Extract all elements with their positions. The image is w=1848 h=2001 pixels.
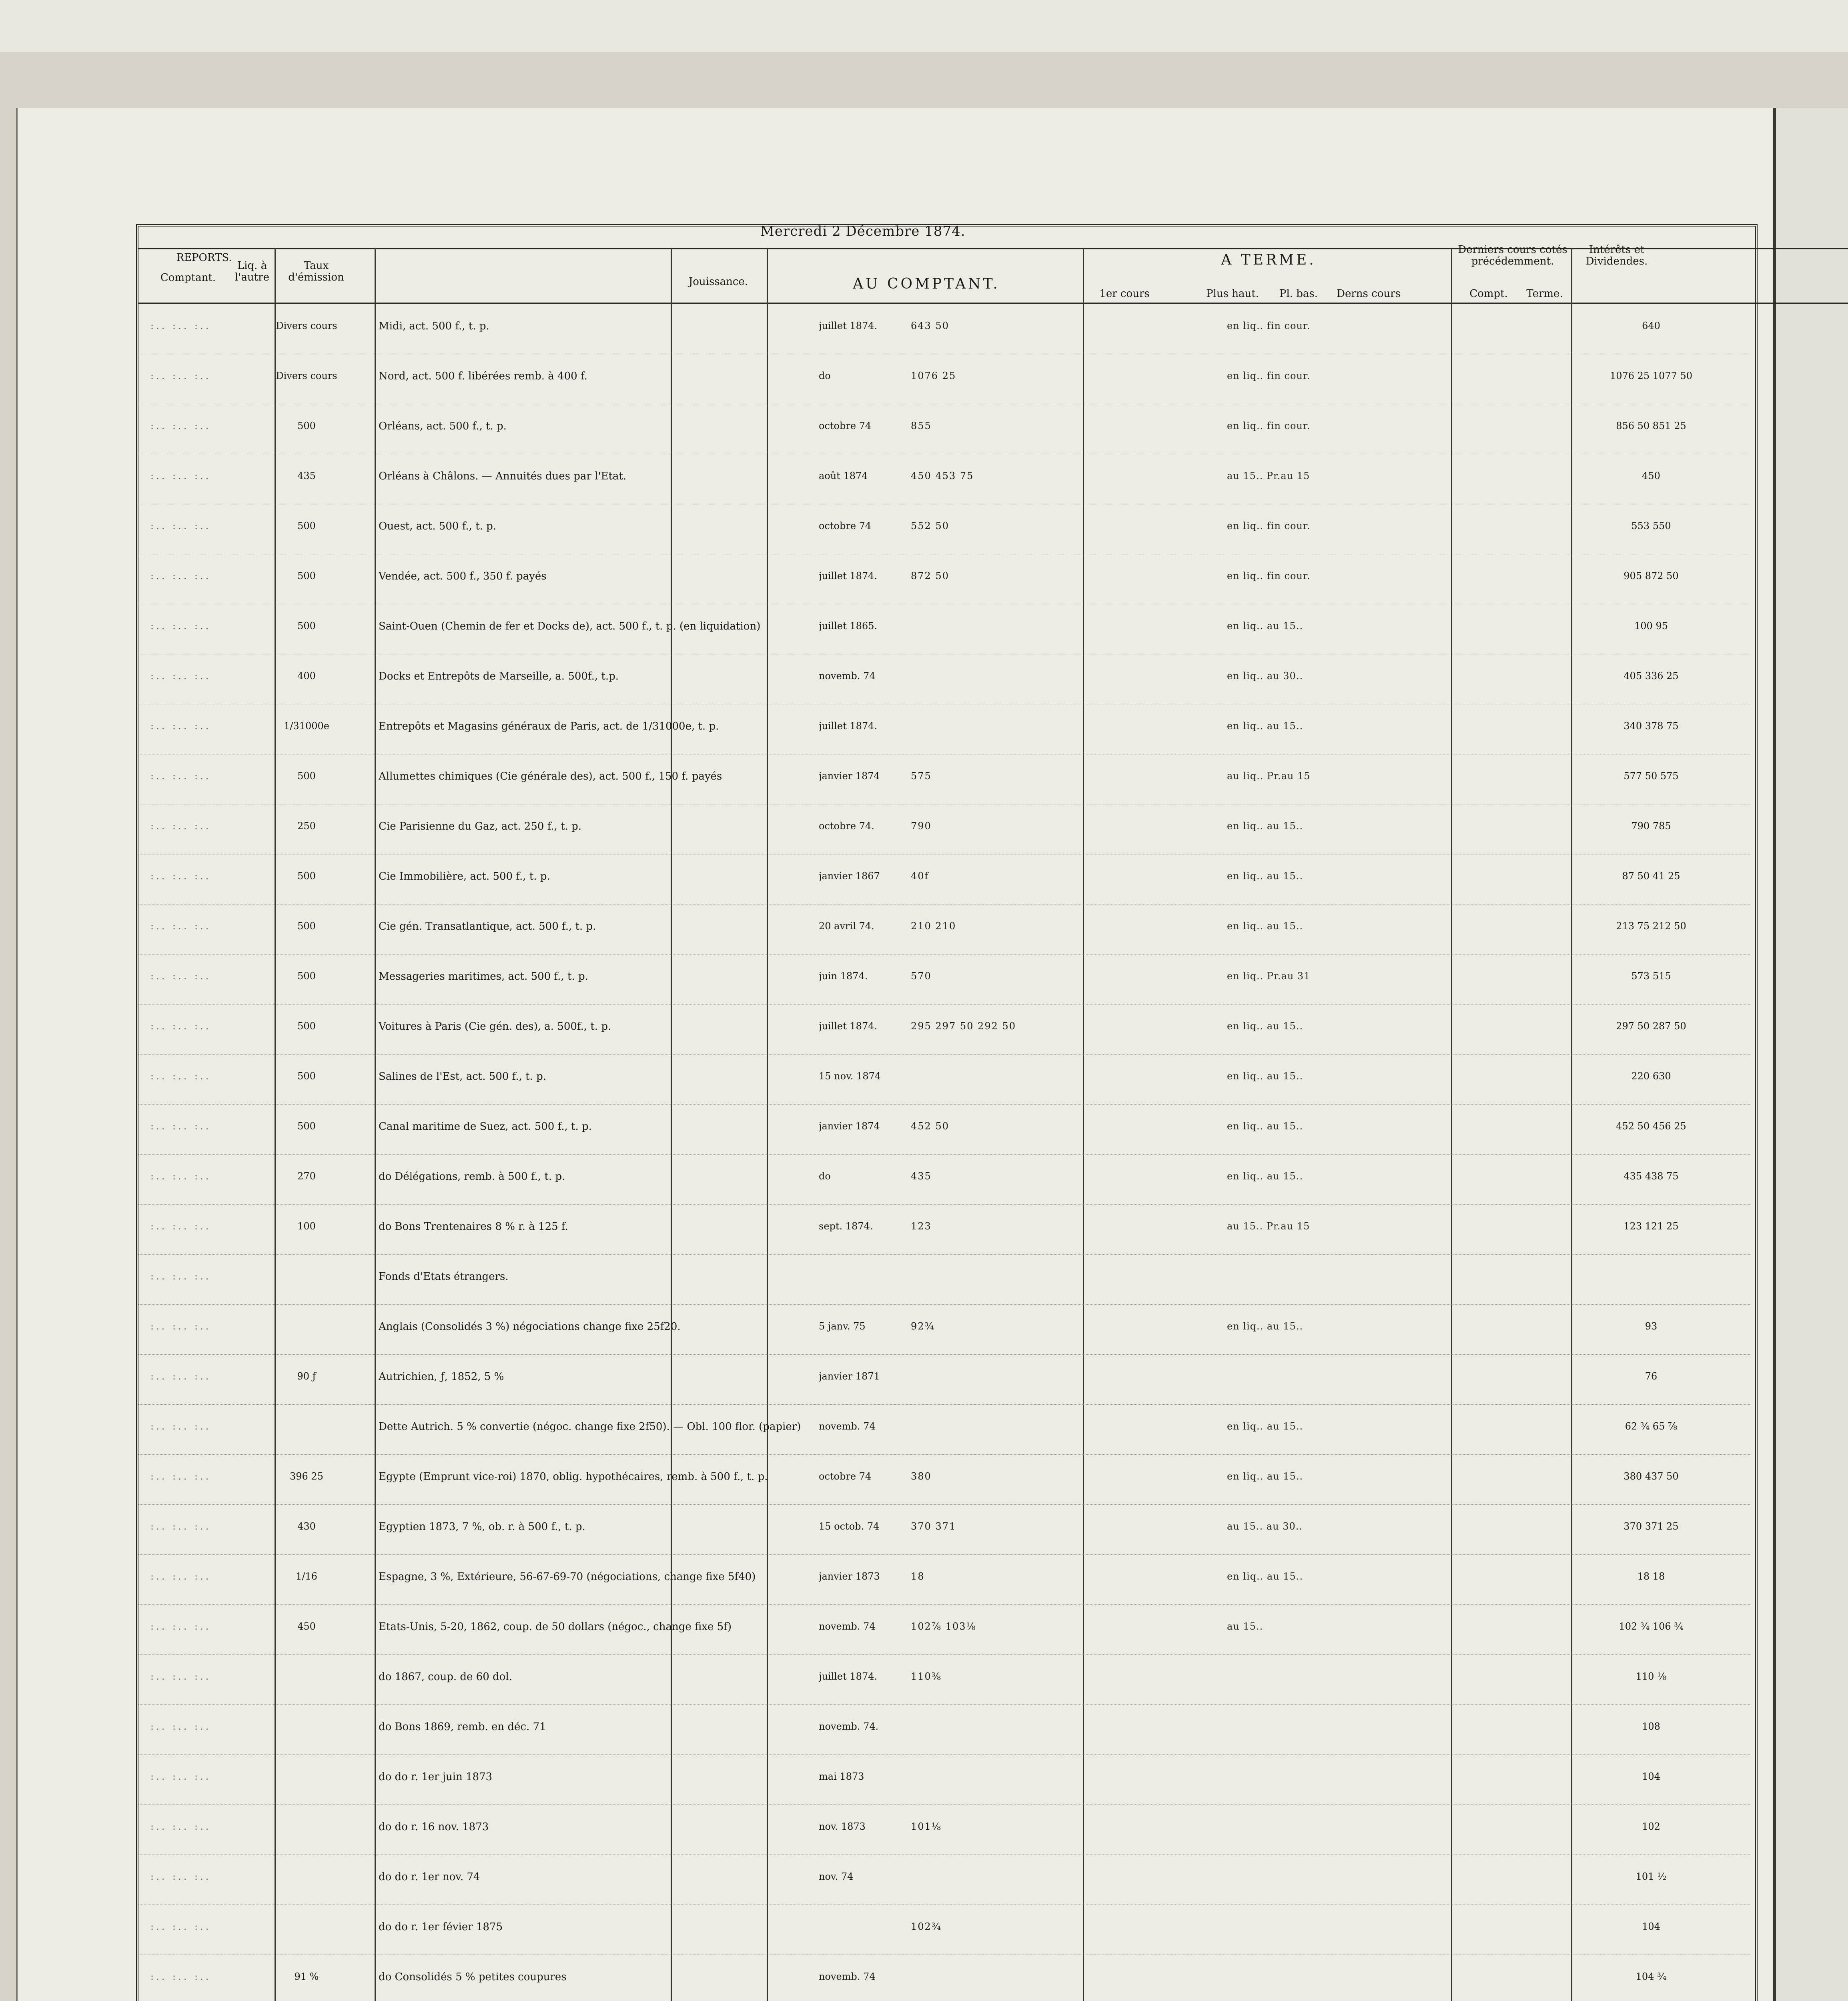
forward-settlement: en liq.. au 15.. xyxy=(1227,820,1303,832)
col-head-plus-bas: Pl. bas. xyxy=(1279,288,1318,300)
previous-prices: 87 50 41 25 xyxy=(1622,870,1680,882)
cash-prices: 40f xyxy=(911,870,929,882)
jouissance-date: novemb. 74 xyxy=(819,1971,876,1982)
issue-rate: 430 xyxy=(297,1521,316,1532)
quotation-row xyxy=(138,1005,1751,1055)
quotation-row xyxy=(138,304,1751,354)
security-name: Midi, act. 500 f., t. p. xyxy=(379,320,489,332)
forward-settlement: en liq.. au 15.. xyxy=(1227,1171,1303,1182)
quotation-row xyxy=(138,654,1751,704)
forward-settlement: en liq.. au 15.. xyxy=(1227,620,1303,632)
quotation-row xyxy=(138,954,1751,1005)
security-name: Messageries maritimes, act. 500 f., t. p. xyxy=(379,970,588,982)
issue-rate: 1/31000e xyxy=(284,720,329,732)
cash-prices: 452 50 xyxy=(911,1121,949,1132)
cash-prices: 575 xyxy=(911,770,932,782)
jouissance-date: juillet 1874. xyxy=(819,720,878,732)
jouissance-date: octobre 74 xyxy=(819,520,872,531)
quotation-rows xyxy=(138,304,1751,2001)
forward-settlement: en liq.. au 15.. xyxy=(1227,1571,1303,1582)
forward-settlement: en liq.. au 15.. xyxy=(1227,1321,1303,1332)
issue-rate: 270 xyxy=(297,1171,316,1182)
quotation-row xyxy=(138,1655,1751,1705)
jouissance-date: mai 1873 xyxy=(819,1771,864,1782)
security-name: Cie Parisienne du Gaz, act. 250 f., t. p. xyxy=(379,820,582,832)
previous-prices: 104 ¾ xyxy=(1636,1971,1667,1982)
facing-page-edge xyxy=(1773,108,1848,2001)
cash-prices: 101⅛ xyxy=(911,1821,942,1832)
col-head-interets: Intérêts et Dividendes. xyxy=(1585,244,1648,267)
security-name: Cie Immobilière, act. 500 f., t. p. xyxy=(379,870,550,882)
leader-dots: :.. :.. :.. xyxy=(150,1671,211,1682)
forward-settlement: en liq.. fin cour. xyxy=(1227,420,1311,431)
forward-settlement: au 15.. au 30.. xyxy=(1227,1521,1303,1532)
previous-prices: 577 50 575 xyxy=(1624,770,1679,782)
previous-prices: 856 50 851 25 xyxy=(1616,420,1686,431)
previous-prices: 1076 25 1077 50 xyxy=(1609,370,1693,381)
quotation-row xyxy=(138,1205,1751,1255)
leader-dots: :.. :.. :.. xyxy=(150,420,211,431)
security-name: Allumettes chimiques (Cie générale des), act. 500 f., 150 f. payés xyxy=(379,770,722,782)
leader-dots: :.. :.. :.. xyxy=(150,1871,211,1882)
security-name: Orléans, act. 500 f., t. p. xyxy=(379,420,507,432)
jouissance-date: do xyxy=(819,1171,831,1182)
leader-dots: :.. :.. :.. xyxy=(150,670,211,682)
security-name: Autrichien, ƒ, 1852, 5 % xyxy=(379,1371,504,1383)
cash-prices: 110⅜ xyxy=(911,1671,942,1682)
leader-dots: :.. :.. :.. xyxy=(150,1221,211,1232)
previous-prices: 790 785 xyxy=(1631,820,1671,832)
forward-settlement: au 15.. xyxy=(1227,1621,1263,1632)
jouissance-date: octobre 74 xyxy=(819,1471,872,1482)
previous-prices: 452 50 456 25 xyxy=(1616,1121,1686,1132)
issue-rate: Divers cours xyxy=(276,370,337,381)
quotation-row xyxy=(138,854,1751,904)
col-head-compt: Compt. xyxy=(1469,288,1508,300)
quotation-row xyxy=(138,1855,1751,1905)
issue-rate: 250 xyxy=(297,820,316,832)
leader-dots: :.. :.. :.. xyxy=(150,1071,211,1082)
quotation-row xyxy=(138,404,1751,454)
jouissance-date: sept. 1874. xyxy=(819,1221,873,1232)
leader-dots: :.. :.. :.. xyxy=(150,970,211,982)
previous-prices: 435 438 75 xyxy=(1624,1171,1679,1182)
previous-prices: 905 872 50 xyxy=(1624,570,1679,581)
jouissance-date: octobre 74. xyxy=(819,820,874,832)
jouissance-date: nov. 74 xyxy=(819,1871,854,1882)
leader-dots: :.. :.. :.. xyxy=(150,620,211,632)
leader-dots: :.. :.. :.. xyxy=(150,1471,211,1482)
forward-settlement: au 15.. Pr.au 15 xyxy=(1227,1221,1310,1232)
issue-rate: 100 xyxy=(297,1221,316,1232)
security-name: do do r. 1er juin 1873 xyxy=(379,1771,493,1783)
forward-settlement: en liq.. fin cour. xyxy=(1227,370,1311,381)
previous-prices: 93 xyxy=(1645,1321,1658,1332)
col-head-dernier-cours: Derns cours xyxy=(1337,288,1401,300)
leader-dots: :.. :.. :.. xyxy=(150,1121,211,1132)
issue-rate: 396 25 xyxy=(290,1471,323,1482)
leader-dots: :.. :.. :.. xyxy=(150,920,211,932)
issue-rate: 500 xyxy=(297,970,316,982)
quotation-row xyxy=(138,804,1751,854)
quotation-row xyxy=(138,1105,1751,1155)
issue-rate: Divers cours xyxy=(276,320,337,331)
previous-prices: 640 xyxy=(1642,320,1660,331)
leader-dots: :.. :.. :.. xyxy=(150,570,211,581)
quotation-row xyxy=(138,1255,1751,1305)
previous-prices: 76 xyxy=(1645,1371,1658,1382)
leader-dots: :.. :.. :.. xyxy=(150,1271,211,1282)
header-rule-bottom xyxy=(138,303,1848,304)
quotation-row xyxy=(138,1305,1751,1355)
security-name: Saint-Ouen (Chemin de fer et Docks de), act. 500 f., t. p. (en liquidation) xyxy=(379,620,761,632)
security-name: do Délégations, remb. à 500 f., t. p. xyxy=(379,1171,565,1183)
forward-settlement: en liq.. au 15.. xyxy=(1227,920,1303,932)
issue-rate: 500 xyxy=(297,520,316,531)
col-head-reports: REPORTS. xyxy=(176,252,232,264)
quotation-row xyxy=(138,1755,1751,1805)
previous-prices: 553 550 xyxy=(1631,520,1671,531)
issue-rate: 500 xyxy=(297,870,316,882)
forward-settlement: en liq.. Pr.au 31 xyxy=(1227,970,1311,982)
cash-prices: 102¾ xyxy=(911,1921,942,1932)
issue-rate: 400 xyxy=(297,670,316,682)
security-name: Voitures à Paris (Cie gén. des), a. 500f., t. p. xyxy=(379,1021,611,1033)
security-name: Etats-Unis, 5-20, 1862, coup. de 50 dollars (négoc., change fixe 5f) xyxy=(379,1621,732,1633)
previous-prices: 102 xyxy=(1642,1821,1660,1832)
previous-prices: 573 515 xyxy=(1631,970,1671,982)
jouissance-date: janvier 1873 xyxy=(819,1571,880,1582)
forward-settlement: en liq.. fin cour. xyxy=(1227,570,1311,581)
quotation-row xyxy=(138,1055,1751,1105)
leader-dots: :.. :.. :.. xyxy=(150,520,211,531)
leader-dots: :.. :.. :.. xyxy=(150,320,211,331)
security-name: Fonds d'Etats étrangers. xyxy=(379,1271,509,1283)
leader-dots: :.. :.. :.. xyxy=(150,470,211,481)
security-name: Orléans à Châlons. — Annuités dues par l'Etat. xyxy=(379,470,627,482)
issue-rate: 435 xyxy=(297,470,316,481)
jouissance-date: novemb. 74 xyxy=(819,1421,876,1432)
quotation-row xyxy=(138,1455,1751,1505)
jouissance-date: juillet 1865. xyxy=(819,620,878,632)
security-name: Anglais (Consolidés 3 %) négociations change fixe 25f20. xyxy=(379,1321,681,1333)
jouissance-date: novemb. 74. xyxy=(819,1721,879,1732)
previous-prices: 405 336 25 xyxy=(1624,670,1679,682)
col-head-liq-autre: Liq. à l'autre xyxy=(235,260,269,283)
quotation-row xyxy=(138,1805,1751,1855)
forward-settlement: en liq.. au 15.. xyxy=(1227,1021,1303,1032)
jouissance-date: juillet 1874. xyxy=(819,1021,878,1032)
jouissance-date: juin 1874. xyxy=(819,970,868,982)
previous-prices: 18 18 xyxy=(1637,1571,1665,1582)
jouissance-date: juillet 1874. xyxy=(819,570,878,581)
jouissance-date: janvier 1867 xyxy=(819,870,880,882)
quotation-row xyxy=(138,604,1751,654)
page-date-heading: Mercredi 2 Décembre 1874. xyxy=(760,223,966,239)
forward-settlement: au liq.. Pr.au 15 xyxy=(1227,770,1311,782)
leader-dots: :.. :.. :.. xyxy=(150,1921,211,1932)
cash-prices: 450 453 75 xyxy=(911,470,974,481)
forward-settlement: en liq.. fin cour. xyxy=(1227,520,1311,531)
jouissance-date: janvier 1874 xyxy=(819,1121,880,1132)
security-name: do Bons Trentenaires 8 % r. à 125 f. xyxy=(379,1221,568,1233)
col-head-comptant: Comptant. xyxy=(160,272,216,284)
jouissance-date: novemb. 74 xyxy=(819,1621,876,1632)
security-name: Vendée, act. 500 f., 350 f. payés xyxy=(379,570,547,582)
forward-settlement: en liq.. au 15.. xyxy=(1227,720,1303,732)
col-head-terme: Terme. xyxy=(1526,288,1563,300)
security-name: Nord, act. 500 f. libérées remb. à 400 f. xyxy=(379,370,587,382)
cash-prices: 790 xyxy=(911,820,932,832)
quotation-row xyxy=(138,1155,1751,1205)
previous-prices: 100 95 xyxy=(1634,620,1668,632)
quotation-row xyxy=(138,354,1751,404)
jouissance-date: octobre 74 xyxy=(819,420,872,431)
previous-prices: 104 xyxy=(1642,1771,1660,1782)
forward-settlement: en liq.. au 15.. xyxy=(1227,870,1303,882)
jouissance-date: 20 avril 74. xyxy=(819,920,874,932)
col-head-plus-haut: Plus haut. xyxy=(1206,288,1259,300)
forward-settlement: en liq.. au 15.. xyxy=(1227,1071,1303,1082)
security-name: Dette Autrich. 5 % convertie (négoc. change fixe 2f50). — Obl. 100 flor. (papier) xyxy=(379,1421,801,1433)
previous-prices: 370 371 25 xyxy=(1624,1521,1679,1532)
quotation-row xyxy=(138,1955,1751,2001)
jouissance-date: 5 janv. 75 xyxy=(819,1321,866,1332)
quotation-row xyxy=(138,704,1751,754)
previous-prices: 123 121 25 xyxy=(1624,1221,1679,1232)
security-name: do do r. 1er nov. 74 xyxy=(379,1871,480,1883)
leader-dots: :.. :.. :.. xyxy=(150,720,211,732)
col-head-taux: Taux d'émission xyxy=(288,260,344,283)
previous-prices: 450 xyxy=(1642,470,1660,481)
jouissance-date: 15 nov. 1874 xyxy=(819,1071,881,1082)
quotation-row xyxy=(138,1355,1751,1405)
cash-prices: 435 xyxy=(911,1171,932,1182)
issue-rate: 500 xyxy=(297,620,316,632)
leader-dots: :.. :.. :.. xyxy=(150,1621,211,1632)
leader-dots: :.. :.. :.. xyxy=(150,870,211,882)
jouissance-date: juillet 1874. xyxy=(819,1671,878,1682)
previous-prices: 380 437 50 xyxy=(1624,1471,1679,1482)
cash-prices: 210 210 xyxy=(911,920,956,932)
cash-prices: 123 xyxy=(911,1221,932,1232)
quotation-row xyxy=(138,1505,1751,1555)
previous-prices: 213 75 212 50 xyxy=(1616,920,1686,932)
previous-prices: 108 xyxy=(1642,1721,1660,1732)
col-head-a-terme: A TERME. xyxy=(1221,252,1316,268)
leader-dots: :.. :.. :.. xyxy=(150,1371,211,1382)
col-head-premier-cours: 1er cours xyxy=(1099,288,1150,300)
security-name: Entrepôts et Magasins généraux de Paris, act. de 1/31000e, t. p. xyxy=(379,720,719,732)
quotation-row xyxy=(138,1705,1751,1755)
forward-settlement: au 15.. Pr.au 15 xyxy=(1227,470,1310,481)
previous-prices: 220 630 xyxy=(1631,1071,1671,1082)
jouissance-date: juillet 1874. xyxy=(819,320,878,331)
issue-rate: 500 xyxy=(297,1021,316,1032)
leader-dots: :.. :.. :.. xyxy=(150,1971,211,1982)
security-name: Salines de l'Est, act. 500 f., t. p. xyxy=(379,1071,547,1083)
quotation-row xyxy=(138,904,1751,954)
security-name: Espagne, 3 %, Extérieure, 56-67-69-70 (négociations, change fixe 5f40) xyxy=(379,1571,756,1583)
leader-dots: :.. :.. :.. xyxy=(150,1321,211,1332)
issue-rate: 500 xyxy=(297,570,316,581)
leader-dots: :.. :.. :.. xyxy=(150,820,211,832)
quotation-row xyxy=(138,1605,1751,1655)
issue-rate: 1/16 xyxy=(296,1571,317,1582)
cash-prices: 102⅞ 103⅛ xyxy=(911,1621,976,1632)
leader-dots: :.. :.. :.. xyxy=(150,370,211,381)
cash-prices: 643 50 xyxy=(911,320,949,331)
leader-dots: :.. :.. :.. xyxy=(150,1171,211,1182)
security-name: Egyptien 1873, 7 %, ob. r. à 500 f., t. p. xyxy=(379,1521,585,1533)
security-name: Canal maritime de Suez, act. 500 f., t. p. xyxy=(379,1121,592,1133)
quotation-row xyxy=(138,504,1751,554)
jouissance-date: janvier 1871 xyxy=(819,1371,880,1382)
issue-rate: 500 xyxy=(297,1121,316,1132)
issue-rate: 500 xyxy=(297,920,316,932)
previous-prices: 297 50 287 50 xyxy=(1616,1021,1686,1032)
leader-dots: :.. :.. :.. xyxy=(150,1521,211,1532)
previous-prices: 102 ¾ 106 ¾ xyxy=(1619,1621,1684,1632)
cash-prices: 872 50 xyxy=(911,570,949,581)
jouissance-date: do xyxy=(819,370,831,381)
forward-settlement: en liq.. au 15.. xyxy=(1227,1471,1303,1482)
issue-rate: 90 ƒ xyxy=(297,1371,316,1382)
leader-dots: :.. :.. :.. xyxy=(150,770,211,782)
cash-prices: 1076 25 xyxy=(911,370,956,381)
cash-prices: 380 xyxy=(911,1471,932,1482)
security-name: Egypte (Emprunt vice-roi) 1870, oblig. hypothécaires, remb. à 500 f., t. p. xyxy=(379,1471,768,1483)
col-head-jouissance: Jouissance. xyxy=(688,276,748,288)
cash-prices: 370 371 xyxy=(911,1521,956,1532)
issue-rate: 500 xyxy=(297,420,316,431)
security-name: do 1867, coup. de 60 dol. xyxy=(379,1671,512,1683)
leader-dots: :.. :.. :.. xyxy=(150,1821,211,1832)
forward-settlement: en liq.. fin cour. xyxy=(1227,320,1311,331)
forward-settlement: en liq.. au 15.. xyxy=(1227,1121,1303,1132)
security-name: Docks et Entrepôts de Marseille, a. 500f., t.p. xyxy=(379,670,619,682)
issue-rate: 450 xyxy=(297,1621,316,1632)
col-head-derniers-cours-prec: Derniers cours cotés précédemment. xyxy=(1458,244,1567,267)
quotation-row xyxy=(138,754,1751,804)
forward-settlement: en liq.. au 30.. xyxy=(1227,670,1303,682)
cash-prices: 295 297 50 292 50 xyxy=(911,1021,1016,1032)
previous-prices: 62 ¾ 65 ⅞ xyxy=(1625,1421,1678,1432)
jouissance-date: août 1874 xyxy=(819,470,868,481)
cash-prices: 570 xyxy=(911,970,932,982)
quotation-row xyxy=(138,554,1751,604)
quotation-row xyxy=(138,1555,1751,1605)
security-name: do do r. 1er févier 1875 xyxy=(379,1921,503,1933)
scan-edge xyxy=(0,0,1848,52)
jouissance-date: janvier 1874 xyxy=(819,770,880,782)
previous-prices: 104 xyxy=(1642,1921,1660,1932)
issue-rate: 500 xyxy=(297,1071,316,1082)
leader-dots: :.. :.. :.. xyxy=(150,1721,211,1732)
jouissance-date: novemb. 74 xyxy=(819,670,876,682)
jouissance-date: 15 octob. 74 xyxy=(819,1521,880,1532)
leader-dots: :.. :.. :.. xyxy=(150,1021,211,1032)
cash-prices: 855 xyxy=(911,420,932,431)
previous-prices: 340 378 75 xyxy=(1624,720,1679,732)
security-name: do Consolidés 5 % petites coupures xyxy=(379,1971,567,1983)
leader-dots: :.. :.. :.. xyxy=(150,1771,211,1782)
cash-prices: 18 xyxy=(911,1571,925,1582)
security-name: Ouest, act. 500 f., t. p. xyxy=(379,520,497,532)
forward-settlement: en liq.. au 15.. xyxy=(1227,1421,1303,1432)
jouissance-date: nov. 1873 xyxy=(819,1821,866,1832)
quotation-row xyxy=(138,1405,1751,1455)
col-head-au-comptant: AU COMPTANT. xyxy=(853,276,1000,292)
cash-prices: 92¾ xyxy=(911,1321,935,1332)
leader-dots: :.. :.. :.. xyxy=(150,1571,211,1582)
issue-rate: 500 xyxy=(297,770,316,782)
previous-prices: 101 ½ xyxy=(1636,1871,1667,1882)
security-name: Cie gén. Transatlantique, act. 500 f., t. p. xyxy=(379,920,596,932)
quotation-row xyxy=(138,454,1751,504)
quotation-row xyxy=(138,1905,1751,1955)
security-name: do do r. 16 nov. 1873 xyxy=(379,1821,489,1833)
leader-dots: :.. :.. :.. xyxy=(150,1421,211,1432)
cash-prices: 552 50 xyxy=(911,520,949,531)
previous-prices: 110 ⅛ xyxy=(1636,1671,1667,1682)
security-name: do Bons 1869, remb. en déc. 71 xyxy=(379,1721,546,1733)
issue-rate: 91 % xyxy=(294,1971,319,1982)
